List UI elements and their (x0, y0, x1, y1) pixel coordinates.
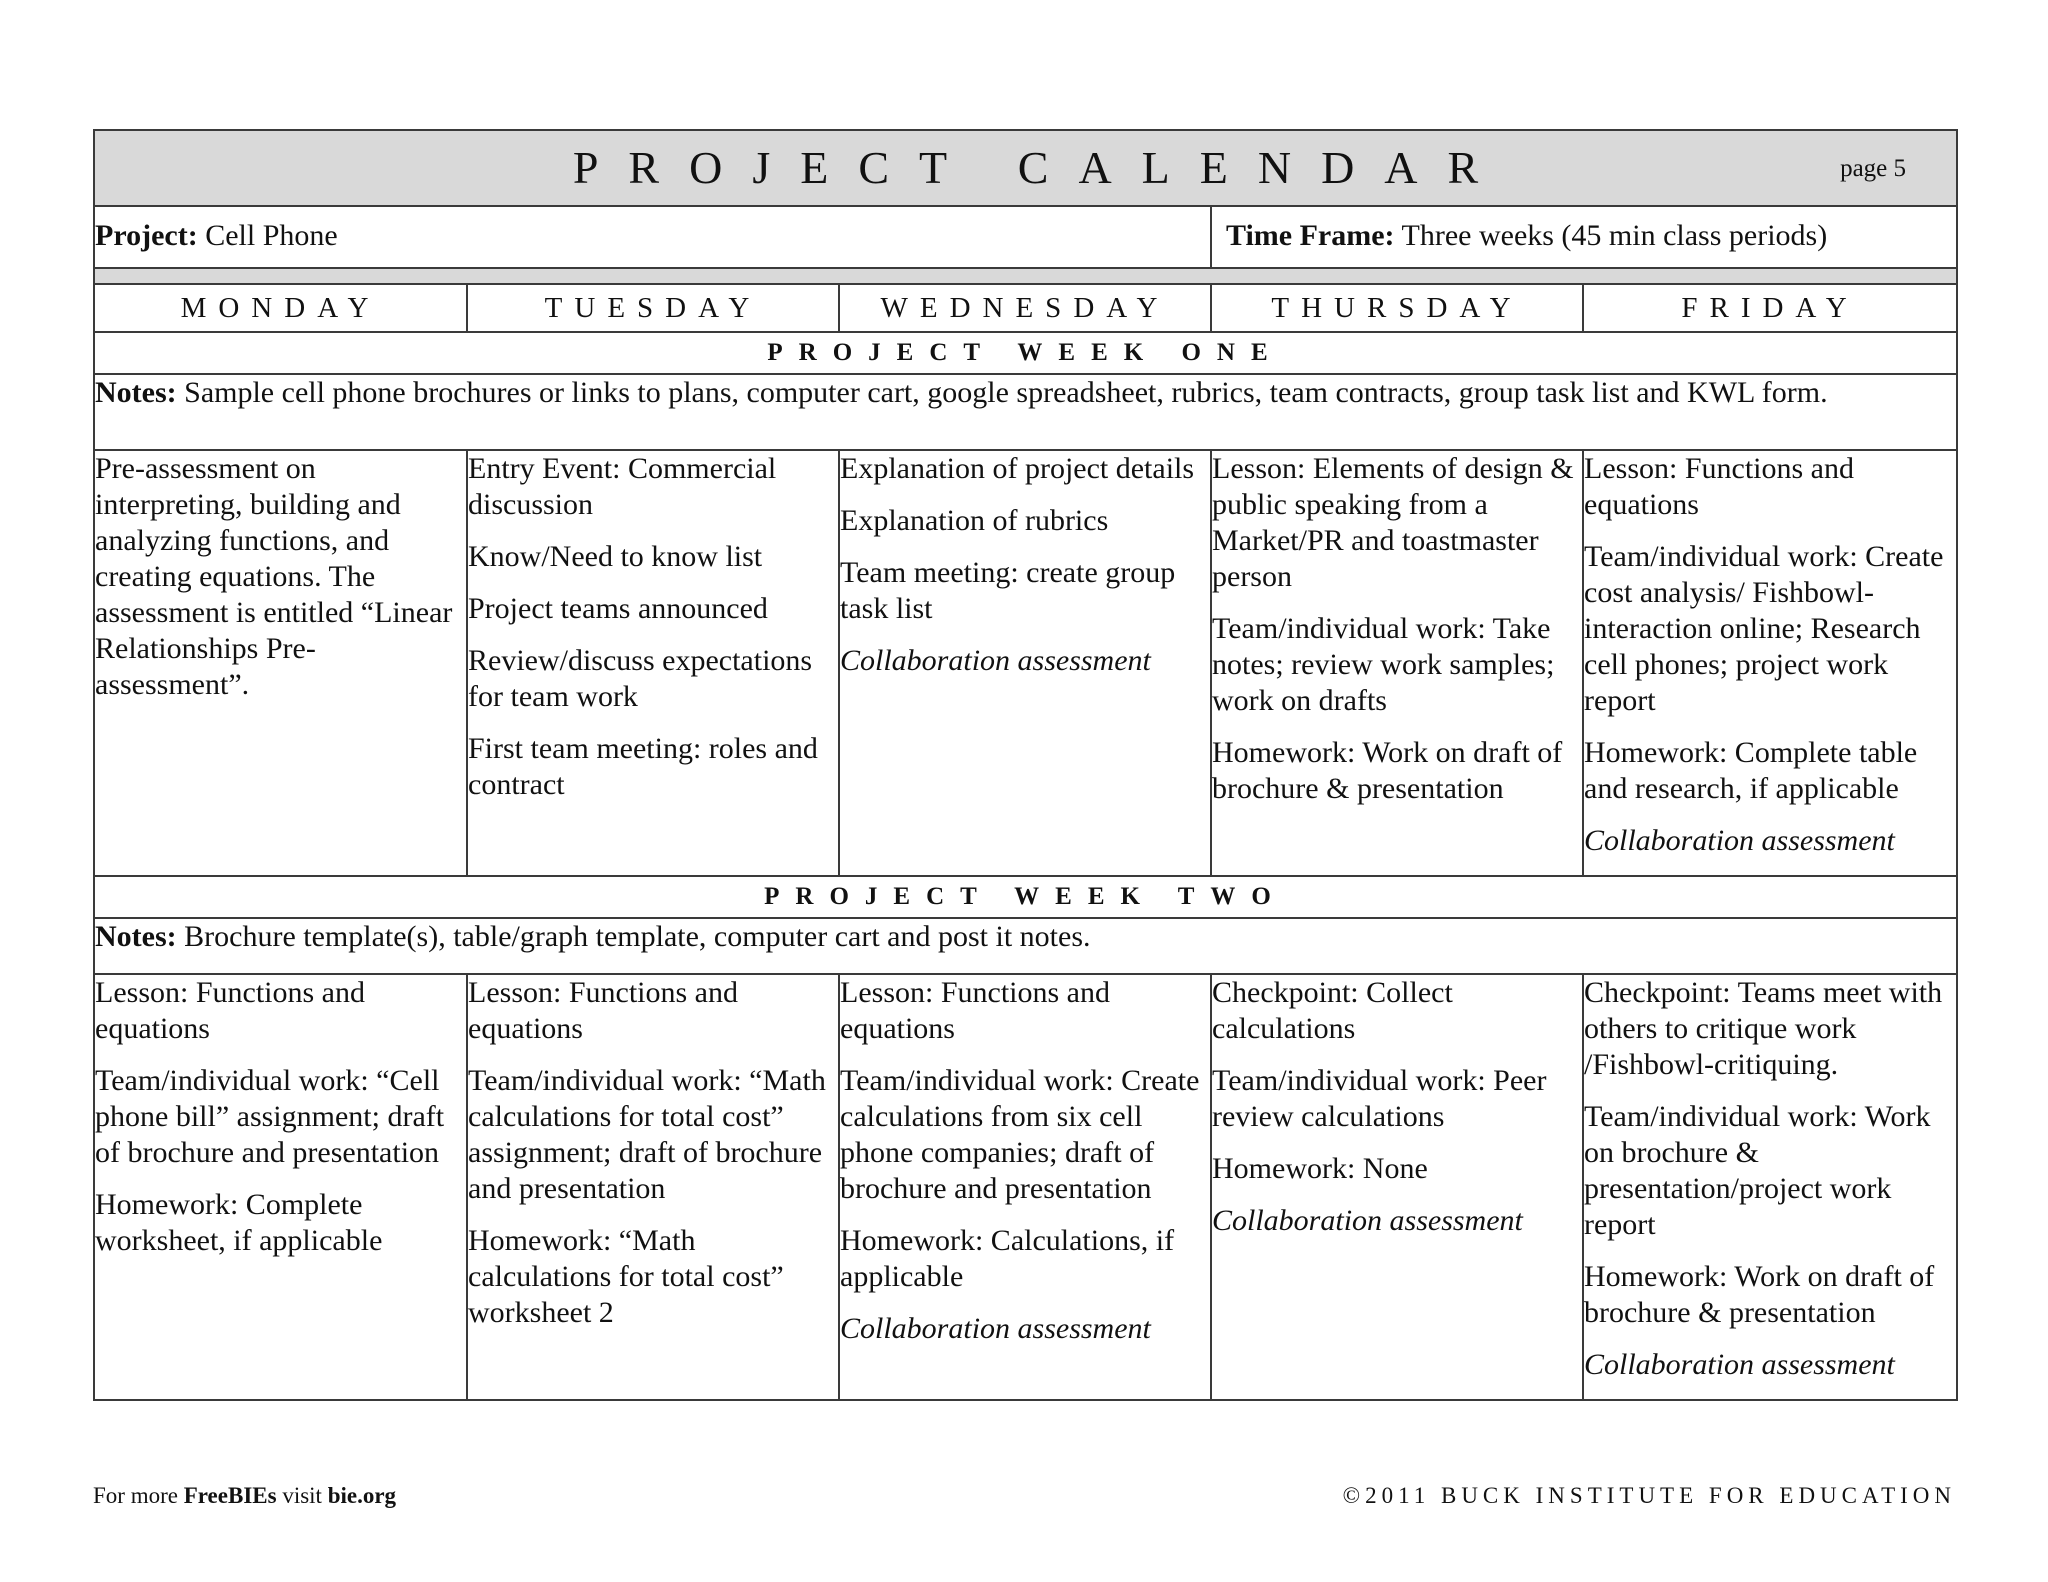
task-item: Team/individual work: Create cost analysis/ Fishbowl-interaction online; Research cell phones; project work report (1584, 540, 1944, 717)
task-item: Entry Event: Commercial discussion (468, 452, 777, 521)
week-two-notes (94, 918, 1957, 974)
friday-cell (1583, 450, 1957, 876)
title-cell (94, 130, 1957, 206)
monday-cell (94, 450, 467, 876)
day-header-friday: FRIDAY (1583, 284, 1957, 332)
task-item: First team meeting: roles and contract (468, 732, 818, 801)
week-one-heading: PROJECT WEEK ONE (94, 332, 1957, 374)
assessment-note: Collaboration assessment (840, 644, 1151, 677)
week-two-tasks (94, 974, 1957, 1400)
task-item: Lesson: Functions and equations (840, 976, 1110, 1045)
notes-label: Notes: (95, 376, 177, 409)
task-item: Review/discuss expectations for team work (468, 644, 813, 713)
task-item: Team/individual work: Peer review calculations (1212, 1064, 1547, 1133)
assessment-note: Collaboration assessment (1584, 824, 1895, 857)
task-item: Project teams announced (468, 592, 768, 625)
task-item: Team/individual work: “Math calculations for total cost” assignment; draft of brochure and presentation (468, 1064, 826, 1205)
task-item: Team/individual work: “Cell phone bill” assignment; draft of brochure and presentation (95, 1064, 445, 1169)
footer-mid: visit (282, 1483, 322, 1508)
assessment-note: Collaboration assessment (840, 1312, 1151, 1345)
task-item: Checkpoint: Collect calculations (1212, 976, 1453, 1045)
task-item: Team/individual work: Create calculations from six cell phone companies; draft of brochure and presentation (840, 1064, 1200, 1205)
day-header-thursday: THURSDAY (1211, 284, 1583, 332)
time-frame-label: Time Frame: (1226, 219, 1395, 252)
task-item: Homework: Complete table and research, if applicable (1584, 736, 1918, 805)
task-item: Lesson: Functions and equations (1584, 452, 1854, 521)
wednesday-cell (839, 974, 1211, 1400)
project-calendar (93, 129, 1956, 1401)
week-one-notes (94, 374, 1957, 450)
tuesday-cell (467, 450, 839, 876)
task-item: Pre-assessment on interpreting, building and analyzing functions, and creating equations. The assessment is entitled “Linear Relationships Pre-assessment”. (95, 452, 453, 701)
assessment-note: Collaboration assessment (1212, 1204, 1523, 1237)
task-item: Know/Need to know list (468, 540, 763, 573)
thursday-cell (1211, 974, 1583, 1400)
task-item: Team/individual work: Take notes; review work samples; work on drafts (1212, 612, 1555, 717)
project-label: Project: (95, 219, 198, 252)
task-item: Homework: Work on draft of brochure & presentation (1584, 1260, 1935, 1329)
task-item: Lesson: Elements of design & public speaking from a Market/PR and toastmaster person (1212, 452, 1574, 593)
notes-label: Notes: (95, 920, 177, 953)
footer-copyright: ©2011 BUCK INSTITUTE FOR EDUCATION (1342, 1483, 1956, 1508)
time-frame-value: Three weeks (45 min class periods) (1401, 219, 1828, 252)
monday-cell (94, 974, 467, 1400)
calendar-table (93, 129, 1958, 1401)
assessment-note: Collaboration assessment (1584, 1348, 1895, 1381)
footer-site[interactable]: bie.org (327, 1483, 397, 1508)
project-value: Cell Phone (205, 219, 338, 252)
notes-text: Brochure template(s), table/graph template, computer cart and post it notes. (184, 920, 1091, 953)
page-number: page 5 (1840, 155, 1907, 182)
footer-prefix: For more (93, 1483, 178, 1508)
task-item: Lesson: Functions and equations (95, 976, 365, 1045)
page-title: PROJECT CALENDAR (572, 142, 1509, 193)
task-item: Explanation of project details (840, 452, 1195, 485)
thursday-cell (1211, 450, 1583, 876)
footer-freebies-label: FreeBIEs (183, 1483, 277, 1508)
day-header-wednesday: WEDNESDAY (839, 284, 1211, 332)
wednesday-cell (839, 450, 1211, 876)
tuesday-cell (467, 974, 839, 1400)
task-item: Homework: Work on draft of brochure & presentation (1212, 736, 1563, 805)
day-header-tuesday: TUESDAY (467, 284, 839, 332)
time-frame-cell (1211, 206, 1957, 268)
project-cell (94, 206, 1211, 268)
task-item: Checkpoint: Teams meet with others to critique work /Fishbowl-critiquing. (1584, 976, 1943, 1081)
footer-freebies (93, 1483, 396, 1509)
friday-cell (1583, 974, 1957, 1400)
day-header-monday: MONDAY (94, 284, 467, 332)
task-item: Homework: Complete worksheet, if applicable (95, 1188, 383, 1257)
week-one-tasks (94, 450, 1957, 876)
notes-text: Sample cell phone brochures or links to plans, computer cart, google spreadsheet, rubrics, team contracts, group task list and KWL form. (184, 376, 1828, 409)
task-item: Team meeting: create group task list (840, 556, 1176, 625)
task-item: Lesson: Functions and equations (468, 976, 738, 1045)
task-item: Explanation of rubrics (840, 504, 1109, 537)
task-item: Team/individual work: Work on brochure & presentation/project work report (1584, 1100, 1931, 1241)
week-two-heading: PROJECT WEEK TWO (94, 876, 1957, 918)
task-item: Homework: None (1212, 1152, 1428, 1185)
task-item: Homework: Calculations, if applicable (840, 1224, 1175, 1293)
task-item: Homework: “Math calculations for total cost” worksheet 2 (468, 1224, 784, 1329)
divider-band (94, 268, 1957, 284)
